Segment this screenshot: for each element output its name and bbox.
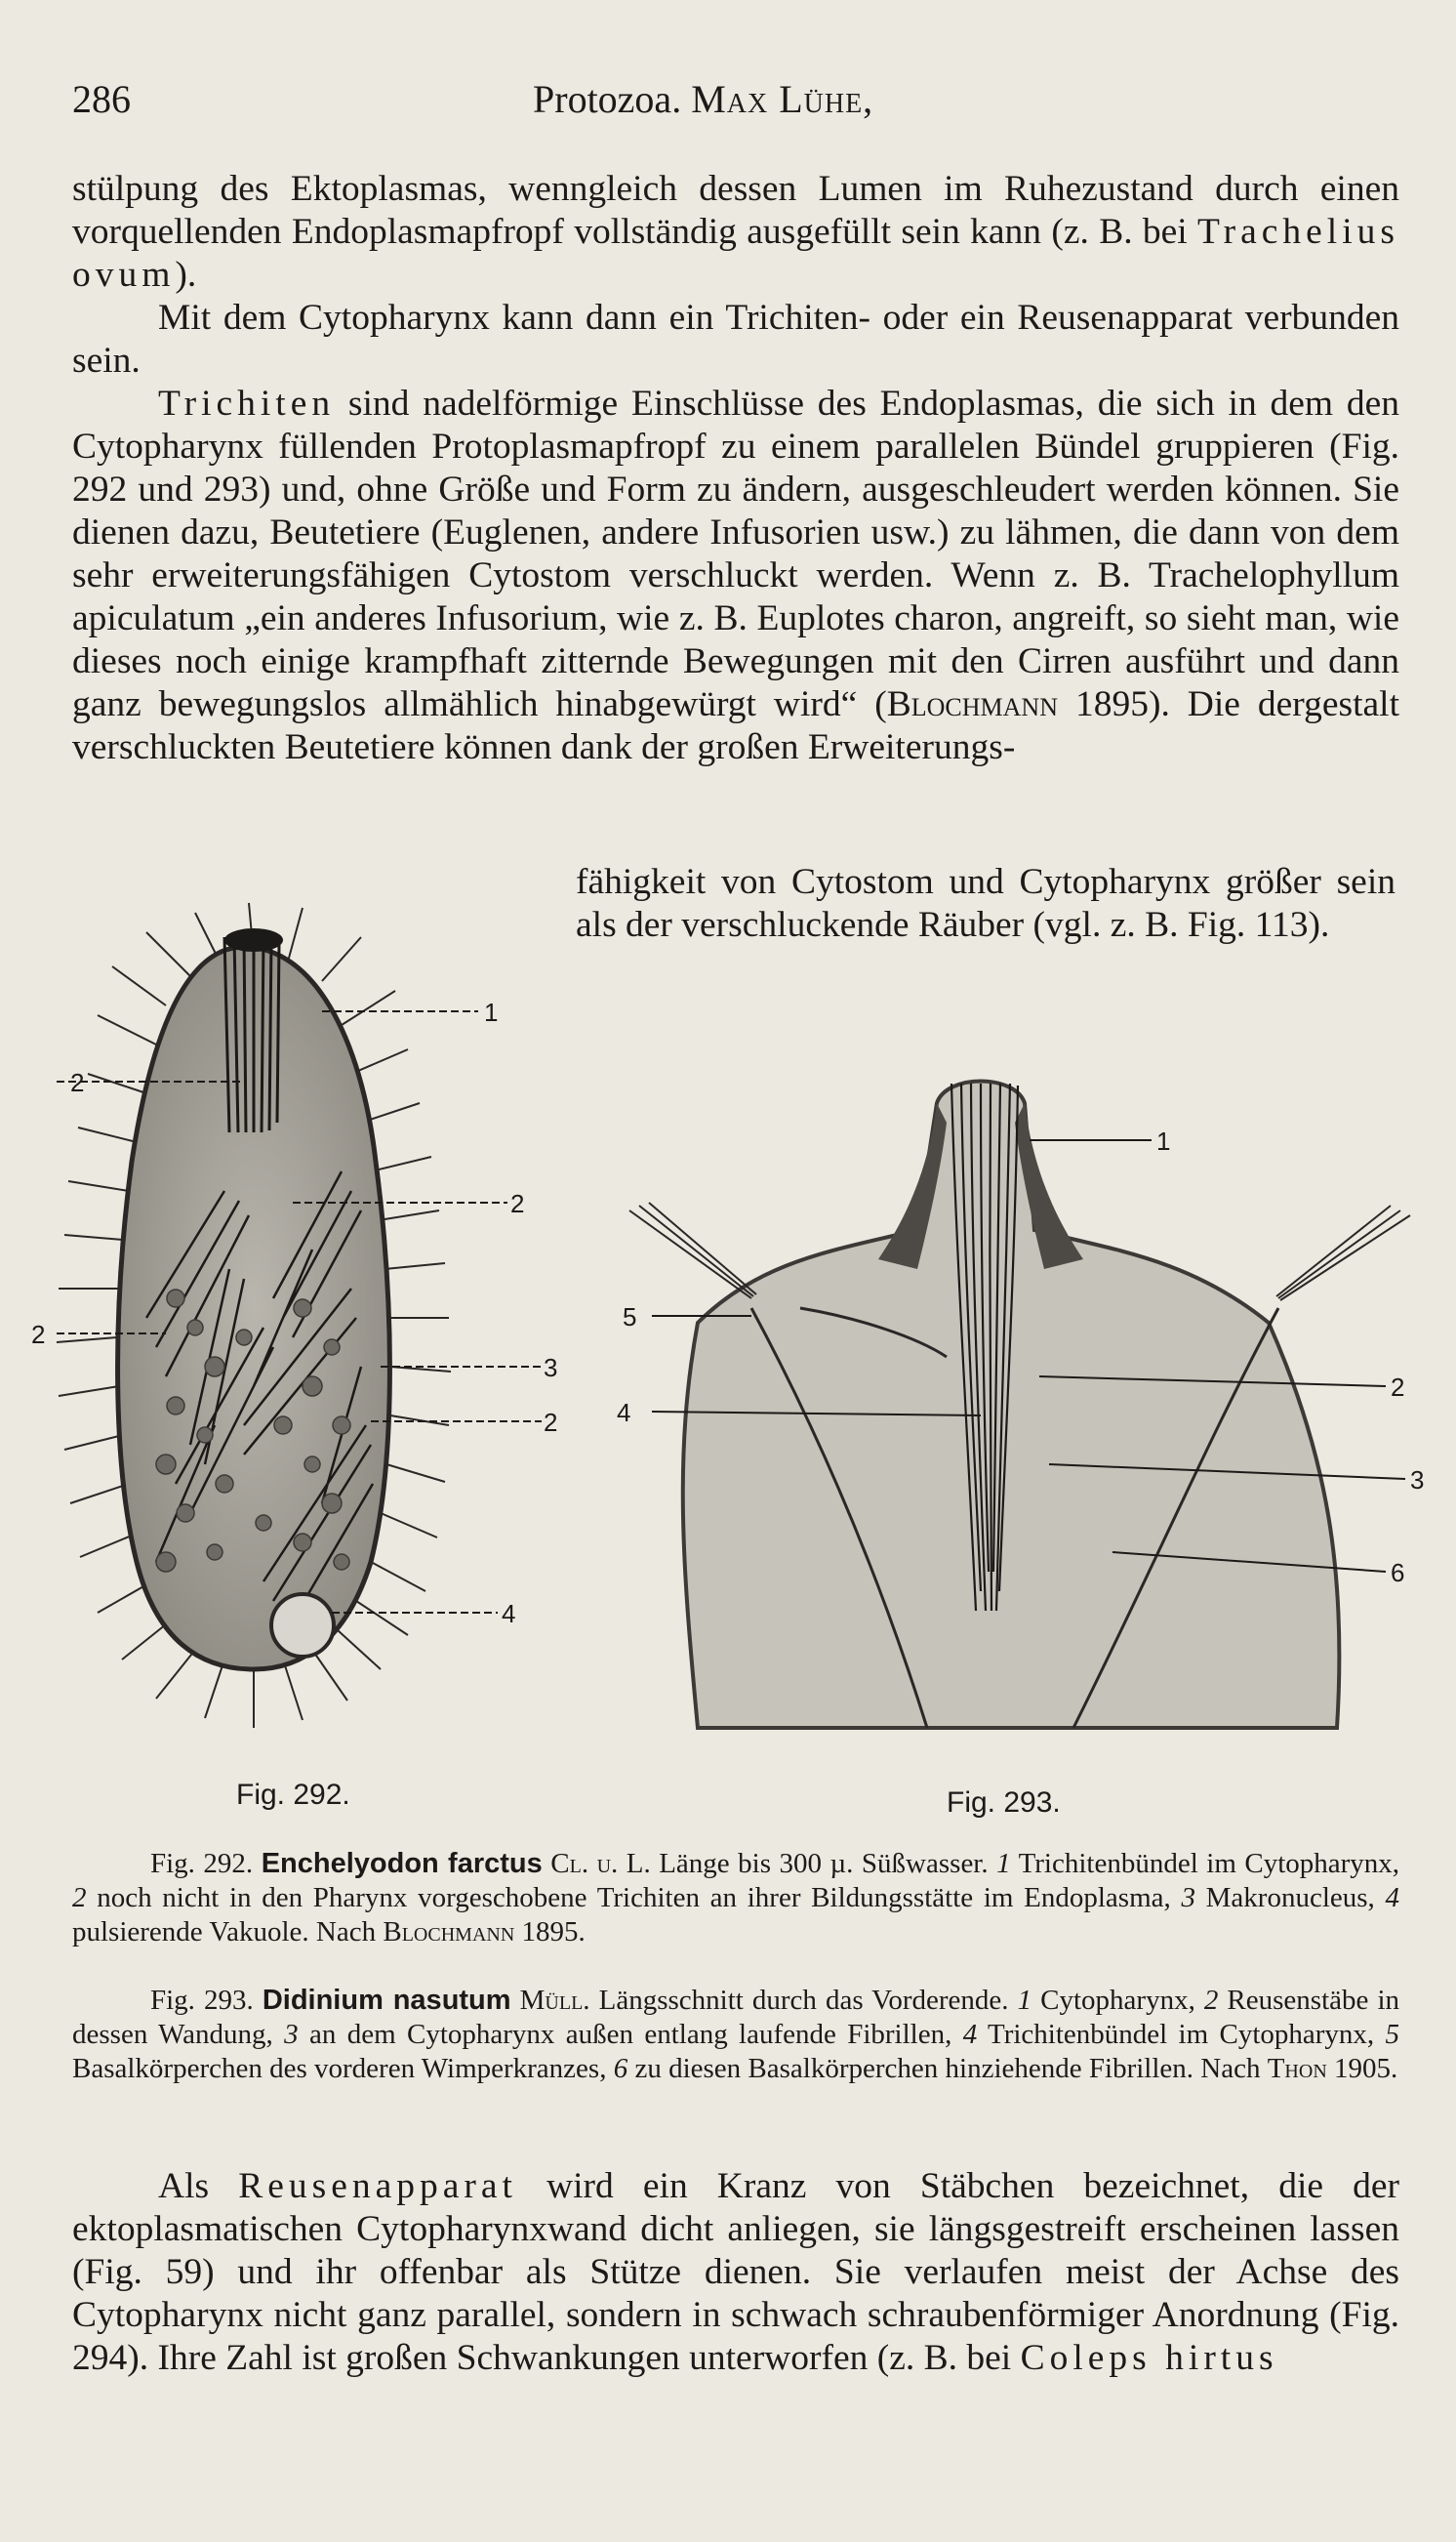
ref-blochmann: Blochmann [886,684,1058,724]
fig292-label-2a: 2 [70,1068,85,1097]
fig292-label-2b: 2 [510,1189,525,1218]
fig293-caption-label: Fig. 293. [947,1786,1061,1819]
paragraph-3: Trichiten sind nadelförmige Einschlüsse des Endoplasmas, die sich in dem den Cytopharynx füllenden Protoplasmapfropf zu einem parallelen Bündel gruppieren (Fig. 292 und 293) und, ohne Größe und Form zu ändern, ausgeschleudert werden können. Sie dienen dazu, Beutetiere (Euglenen, andere Infusorien usw.) zu lähmen, die dann von dem sehr erweiterungsfähigen Cytostom verschluckt werden. Wenn z. B. Trachelophyllum apiculatum „ein anderes Infusorium, wie z. B. Euplotes charon, angreift, so sieht man, wie dieses noch einige krampfhaft zitternde Bewegungen mit den Cirren ausführt und dann ganz bewegungslos allmählich hinabgewürgt wird“ (Blochmann 1895). Die dergestalt verschluckten Beutetiere können dank der großen Erweiterungs- [72,384,1399,767]
fig293-label-6: 6 [1391,1558,1405,1587]
figure-292 [20,879,566,1777]
paragraph-2: Mit dem Cytopharynx kann dann ein Trichiten- oder ein Reusenapparat verbunden sein. [72,298,1399,381]
caption-fig293: Fig. 293. Didinium nasutum Müll. Längsschnitt durch das Vorderende. 1 Cytopharynx, 2 Reusenstäbe in dessen Wandung, 3 an dem Cytopharynx außen entlang laufende Fibrillen, 4 Trichitenbündel im Cytopharynx, 5 Basalkörperchen des vorderen Wimperkranzes, 6 zu diesen Basalkörperchen hinziehende Fibrillen. Nach Thon 1905. [72,1985,1400,2084]
genus-coleps: Coleps hirtus [1020,2338,1278,2378]
term-reusenapparat: Reusenapparat [238,2166,517,2206]
author-name: Max Lühe, [691,77,874,121]
paragraph-3-continuation: fähigkeit von Cytostom und Cytopharynx größer sein als der verschluckende Räuber (vgl. z. B. Fig. 113). [576,862,1395,945]
fig292-label-1: 1 [484,998,499,1027]
species-didinium: Didinium nasutum [262,1985,511,2016]
fig293-label-4: 4 [617,1398,631,1427]
didinium-section [683,1082,1340,1729]
page-number: 286 [72,77,131,121]
fig293-label-5: 5 [623,1302,637,1332]
fig293-label-3: 3 [1410,1465,1425,1495]
paragraph-1: stülpung des Ektoplasmas, wenngleich dessen Lumen im Ruhezustand durch einen vorquellenden Endoplasmapfropf vollständig ausgefüllt sein kann (z. B. bei Trachelius ovum). [72,169,1399,295]
pulsating-vacuole [271,1594,334,1657]
fig292-label-4: 4 [502,1599,516,1628]
caption-fig292: Fig. 292. Enchelyodon farctus Cl. u. L. Länge bis 300 µ. Süßwasser. 1 Trichitenbündel im Cytopharynx, 2 noch nicht in den Pharynx vorgeschobene Trichiten an ihrer Bildungsstätte im Endoplasma, 3 Makronucleus, 4 pulsierende Vakuole. Nach Blochmann 1895. [72,1848,1400,1948]
term-trichiten: Trichiten [158,384,336,424]
species-enchelyodon: Enchelyodon farctus [261,1848,543,1879]
fig292-caption-label: Fig. 292. [236,1779,350,1811]
genus-trachelius: Trachelius ovum [72,212,1399,295]
fig292-label-3: 3 [544,1353,558,1382]
figure-293 [605,1064,1444,1747]
cilia-left [629,1203,756,1298]
cilia-right [1276,1206,1410,1300]
fig293-label-2: 2 [1391,1373,1405,1402]
running-title: Protozoa. Max Lühe, [533,77,874,121]
running-header [72,76,1399,135]
fig293-label-1: 1 [1156,1127,1171,1156]
paragraph-4: Als Reusenapparat wird ein Kranz von Stäbchen bezeichnet, die der ektoplasmatischen Cytopharynxwand dicht anliegen, sie längsgestreift erscheinen lassen (Fig. 59) und ihr offenbar als Stütze dienen. Sie verlaufen meist der Achse des Cytopharynx nicht ganz parallel, sondern in schwach schraubenförmiger Anordnung (Fig. 294). Ihre Zahl ist großen Schwankungen unterworfen (z. B. bei Coleps hirtus [72,2166,1400,2378]
fig292-label-2c: 2 [31,1320,46,1349]
fig292-label-2d: 2 [544,1408,558,1437]
